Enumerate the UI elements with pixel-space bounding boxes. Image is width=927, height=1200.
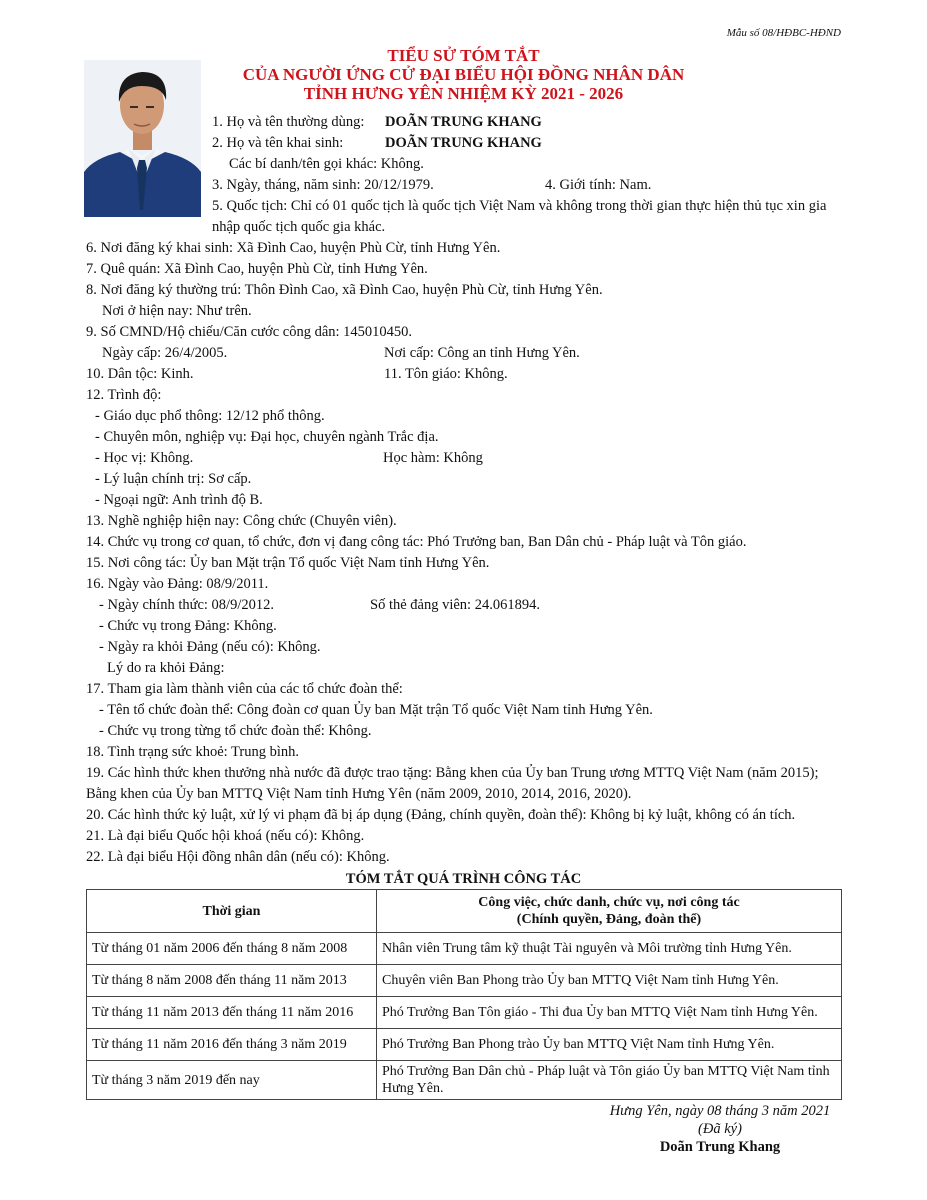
field-political-theory: - Lý luận chính trị: Sơ cấp. bbox=[95, 471, 252, 487]
row-job: Chuyên viên Ban Phong trào Ủy ban MTTQ Việt Nam tỉnh Hưng Yên. bbox=[377, 965, 842, 997]
field-organization-role: - Chức vụ trong từng tổ chức đoàn thể: Không. bbox=[99, 723, 372, 739]
row-job: Nhân viên Trung tâm kỹ thuật Tài nguyên và Môi trường tỉnh Hưng Yên. bbox=[377, 933, 842, 965]
field-party-join-date: 16. Ngày vào Đảng: 08/9/2011. bbox=[86, 576, 269, 592]
field-ethnicity: 10. Dân tộc: Kinh. bbox=[86, 366, 194, 382]
field-discipline: 20. Các hình thức kỷ luật, xử lý vi phạm đã bị áp dụng (Đảng, chính quyền, đoàn thể): Không bị kỷ luật, không có án tích. bbox=[86, 807, 796, 823]
title-line-1: TIỂU SỬ TÓM TẮT bbox=[387, 46, 540, 65]
field-health: 18. Tình trạng sức khoẻ: Trung bình. bbox=[86, 744, 300, 760]
header-job-line2: (Chính quyền, Đảng, đoàn thể) bbox=[516, 912, 702, 927]
field-birth-name-value: DOÃN TRUNG KHANG bbox=[385, 135, 542, 151]
row-time: Từ tháng 8 năm 2008 đến tháng 11 năm 2013 bbox=[87, 965, 377, 997]
field-birth-registration: 6. Nơi đăng ký khai sinh: Xã Đình Cao, huyện Phù Cừ, tỉnh Hưng Yên. bbox=[86, 240, 501, 256]
row-time: Từ tháng 3 năm 2019 đến nay bbox=[87, 1061, 377, 1100]
field-current-residence: Nơi ở hiện nay: Như trên. bbox=[102, 303, 252, 319]
field-common-name-value: DOÃN TRUNG KHANG bbox=[385, 114, 542, 130]
field-id-issue-place: Nơi cấp: Công an tỉnh Hưng Yên. bbox=[384, 345, 580, 361]
field-nationality-cont: nhập quốc tịch quốc gia khác. bbox=[212, 219, 386, 235]
field-peoples-council: 22. Là đại biểu Hội đồng nhân dân (nếu có): Không. bbox=[86, 849, 390, 865]
field-id-number: 9. Số CMND/Hộ chiếu/Căn cước công dân: 145010450. bbox=[86, 324, 413, 340]
field-organizations: 17. Tham gia làm thành viên của các tổ chức đoàn thể: bbox=[86, 681, 403, 697]
field-aliases: Các bí danh/tên gọi khác: Không. bbox=[229, 156, 424, 172]
table-row bbox=[87, 997, 842, 1029]
title-line-3: TỈNH HƯNG YÊN NHIỆM KỲ 2021 - 2026 bbox=[303, 84, 624, 103]
field-common-name-label: 1. Họ và tên thường dùng: bbox=[212, 114, 365, 130]
field-nationality: 5. Quốc tịch: Chỉ có 01 quốc tịch là quốc tịch Việt Nam và không trong thời gian thực hiện thủ tục xin gia bbox=[212, 198, 827, 214]
table-header-row bbox=[87, 890, 842, 933]
field-party-leave-reason: Lý do ra khỏi Đảng: bbox=[107, 660, 225, 676]
header-time: Thời gian bbox=[87, 890, 377, 933]
field-specialty: - Chuyên môn, nghiệp vụ: Đại học, chuyên ngành Trắc địa. bbox=[95, 429, 439, 445]
field-position: 14. Chức vụ trong cơ quan, tổ chức, đơn vị đang công tác: Phó Trưởng ban, Ban Dân chủ - Pháp luật và Tôn giáo. bbox=[86, 534, 747, 550]
field-party-position: - Chức vụ trong Đảng: Không. bbox=[99, 618, 277, 634]
field-awards-cont: Bằng khen của Ủy ban MTTQ Việt Nam tỉnh Hưng Yên (năm 2009, 2010, 2014, 2016, 2020). bbox=[86, 786, 632, 802]
row-job: Phó Trưởng Ban Dân chủ - Pháp luật và Tôn giáo Ủy ban MTTQ Việt Nam tỉnh Hưng Yên. bbox=[377, 1061, 842, 1100]
field-party-official-date: - Ngày chính thức: 08/9/2012. bbox=[99, 597, 274, 613]
field-foreign-language: - Ngoại ngữ: Anh trình độ B. bbox=[95, 492, 263, 508]
row-time: Từ tháng 11 năm 2013 đến tháng 11 năm 2016 bbox=[87, 997, 377, 1029]
field-occupation: 13. Nghề nghiệp hiện nay: Công chức (Chuyên viên). bbox=[86, 513, 397, 529]
table-row bbox=[87, 933, 842, 965]
signature-place-date: Hưng Yên, ngày 08 tháng 3 năm 2021 bbox=[609, 1103, 831, 1119]
field-party-card-number: Số thẻ đảng viên: 24.061894. bbox=[370, 597, 540, 613]
row-job: Phó Trưởng Ban Tôn giáo - Thi đua Ủy ban MTTQ Việt Nam tỉnh Hưng Yên. bbox=[377, 997, 842, 1029]
signature-name: Doãn Trung Khang bbox=[659, 1139, 781, 1155]
row-time: Từ tháng 11 năm 2016 đến tháng 3 năm 2019 bbox=[87, 1029, 377, 1061]
field-religion: 11. Tôn giáo: Không. bbox=[384, 366, 508, 382]
field-academic-title: Học hàm: Không bbox=[383, 450, 483, 466]
table-row bbox=[87, 1029, 842, 1061]
field-organization-name: - Tên tổ chức đoàn thể: Công đoàn cơ quan Ủy ban Mặt trận Tổ quốc Việt Nam tỉnh Hưng Yên. bbox=[99, 702, 653, 718]
field-gender: 4. Giới tính: Nam. bbox=[545, 177, 652, 193]
field-party-leave-date: - Ngày ra khỏi Đảng (nếu có): Không. bbox=[99, 639, 321, 655]
form-number: Mẫu số 08/HĐBC-HĐND bbox=[726, 27, 841, 39]
field-general-education: - Giáo dục phổ thông: 12/12 phổ thông. bbox=[95, 408, 325, 424]
field-birth-date: 3. Ngày, tháng, năm sinh: 20/12/1979. bbox=[212, 177, 434, 193]
table-row bbox=[87, 965, 842, 997]
field-education-heading: 12. Trình độ: bbox=[86, 387, 162, 403]
portrait-illustration bbox=[84, 60, 201, 217]
field-academic-degree: - Học vị: Không. bbox=[95, 450, 194, 466]
field-hometown: 7. Quê quán: Xã Đình Cao, huyện Phù Cừ, tỉnh Hưng Yên. bbox=[86, 261, 428, 277]
field-workplace: 15. Nơi công tác: Ủy ban Mặt trận Tổ quốc Việt Nam tỉnh Hưng Yên. bbox=[86, 555, 490, 571]
row-time: Từ tháng 01 năm 2006 đến tháng 8 năm 2008 bbox=[87, 933, 377, 965]
signature-signed-note: (Đã ký) bbox=[698, 1121, 742, 1137]
work-history-title: TÓM TẮT QUÁ TRÌNH CÔNG TÁC bbox=[345, 871, 582, 887]
header-job-line1: Công việc, chức danh, chức vụ, nơi công tác bbox=[478, 895, 740, 910]
field-national-assembly: 21. Là đại biểu Quốc hội khoá (nếu có): Không. bbox=[86, 828, 365, 844]
header-job bbox=[377, 890, 842, 933]
work-history-table bbox=[86, 889, 842, 1100]
title-line-2: CỦA NGƯỜI ỨNG CỬ ĐẠI BIỂU HỘI ĐỒNG NHÂN DÂN bbox=[242, 65, 685, 84]
table-row bbox=[87, 1061, 842, 1100]
candidate-portrait-photo bbox=[84, 60, 201, 217]
row-job: Phó Trưởng Ban Phong trào Ủy ban MTTQ Việt Nam tỉnh Hưng Yên. bbox=[377, 1029, 842, 1061]
field-birth-name-label: 2. Họ và tên khai sinh: bbox=[212, 135, 344, 151]
field-permanent-residence: 8. Nơi đăng ký thường trú: Thôn Đình Cao, xã Đình Cao, huyện Phù Cừ, tỉnh Hưng Yên. bbox=[86, 282, 603, 298]
field-awards: 19. Các hình thức khen thưởng nhà nước đã được trao tặng: Bằng khen của Ủy ban Trung ương MTTQ Việt Nam (năm 2015); bbox=[86, 765, 819, 781]
field-id-issue-date: Ngày cấp: 26/4/2005. bbox=[102, 345, 228, 361]
